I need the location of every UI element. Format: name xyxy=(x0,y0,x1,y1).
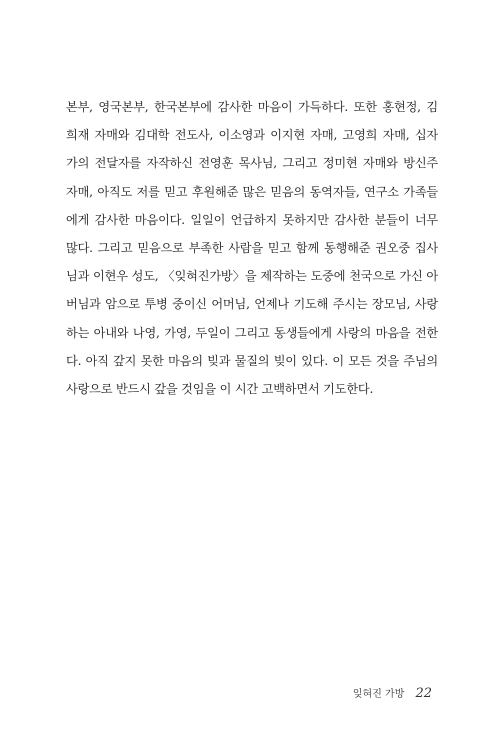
text-line: 희재 자매와 김대학 전도사, 이소영과 이지현 자매, 고영희 자매, 십자 xyxy=(66,128,438,143)
running-title: 잊혀진 가방 xyxy=(352,689,405,700)
text-line: 본부, 영국본부, 한국본부에 감사한 마음이 가득하다. 또한 홍현정, 김 xyxy=(66,100,438,114)
text-line: 버님과 암으로 투병 중이신 어머님, 언제나 기도해 주시는 장모님, 사랑 xyxy=(66,297,438,312)
text-line: 에게 감사한 마음이다. 일일이 언급하지 못하지만 감사한 분들이 너무 xyxy=(66,212,438,227)
page-footer xyxy=(353,684,432,700)
text-line: 다. 아직 갚지 못한 마음의 빚과 물질의 빚이 있다. 이 모든 것을 주님의 xyxy=(66,353,438,368)
text-line: 가의 전달자를 자작하신 전영훈 목사님, 그리고 정미현 자매와 방신주 xyxy=(66,156,438,171)
page-number: 22 xyxy=(415,686,432,701)
text-line: 님과 이현우 성도, 〈잊혀진가방〉을 제작하는 도중에 천국으로 가신 아 xyxy=(66,269,438,284)
text-line: 자매, 아직도 저를 믿고 후원해준 많은 믿음의 동역자들, 연구소 가족들 xyxy=(66,184,438,199)
body-paragraph xyxy=(66,93,438,403)
text-line: 사랑으로 반드시 갚을 것임을 이 시간 고백하면서 기도한다. xyxy=(66,381,374,396)
text-line: 하는 아내와 나영, 가영, 두일이 그리고 동생들에게 사랑의 마음을 전한 xyxy=(66,325,438,340)
text-line: 많다. 그리고 믿음으로 부족한 사람을 믿고 함께 동행해준 권오중 집사 xyxy=(66,240,438,255)
